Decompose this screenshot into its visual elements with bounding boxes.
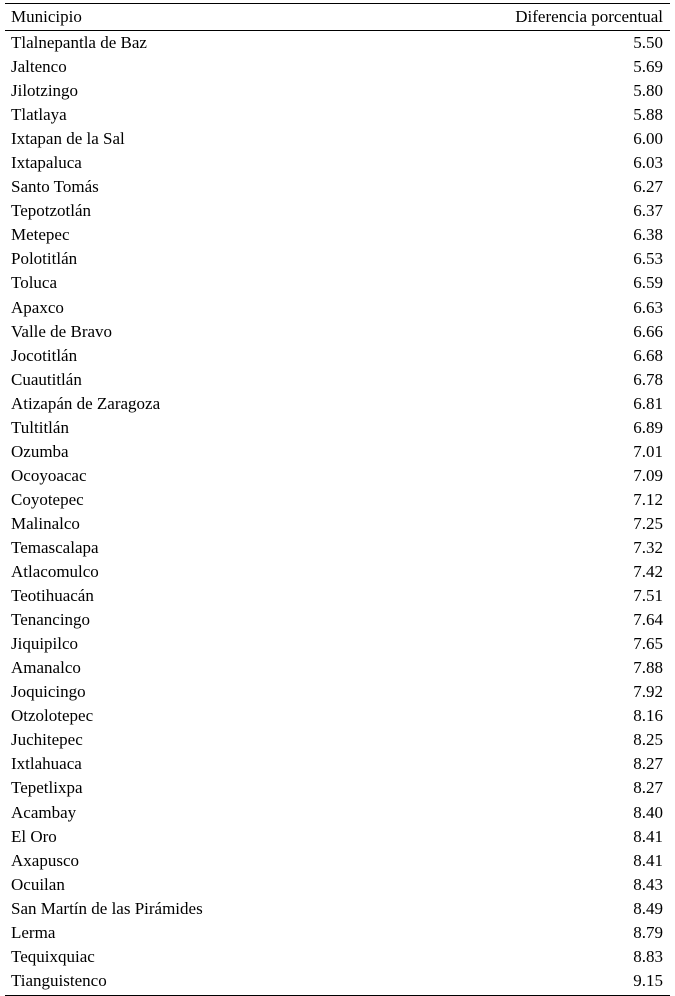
diferencia-cell: 5.50 — [633, 33, 663, 52]
municipio-cell: Ixtlahuaca — [11, 754, 82, 774]
header-municipio: Municipio — [11, 7, 82, 26]
diferencia-cell: 6.78 — [633, 369, 663, 389]
municipio-cell: Jilotzingo — [11, 81, 79, 101]
municipio-cell: San Martín de las Pirámides — [11, 898, 203, 918]
diferencia-cell: 6.53 — [633, 249, 663, 269]
table-row — [5, 512, 670, 536]
diferencia-cell: 6.27 — [633, 177, 663, 197]
table-row — [5, 103, 670, 127]
diferencia-cell: 7.42 — [633, 562, 663, 582]
diferencia-cell: 8.27 — [633, 754, 663, 774]
municipio-cell: Tepetlixpa — [11, 778, 83, 798]
diferencia-cell: 7.88 — [633, 658, 663, 678]
table-row — [5, 271, 670, 295]
municipio-cell: Atizapán de Zaragoza — [11, 393, 161, 413]
diferencia-cell: 7.65 — [633, 634, 663, 654]
table-row — [5, 608, 670, 632]
table-row — [5, 969, 670, 993]
table-row — [5, 440, 670, 464]
municipio-cell: Otzolotepec — [11, 706, 94, 726]
municipio-cell: Lerma — [11, 922, 56, 942]
table-row — [5, 560, 670, 584]
municipio-cell: Valle de Bravo — [11, 321, 113, 341]
table-row — [5, 296, 670, 320]
header-diferencia-porcentual: Diferencia porcentual — [515, 7, 663, 26]
diferencia-cell: 6.66 — [633, 321, 663, 341]
table-row — [5, 247, 670, 271]
diferencia-cell: 6.59 — [633, 273, 663, 293]
table-row — [5, 55, 670, 79]
municipio-cell: Juchitepec — [11, 730, 83, 750]
diferencia-cell: 8.16 — [633, 706, 663, 726]
diferencia-cell: 6.63 — [633, 297, 663, 317]
diferencia-cell: 8.25 — [633, 730, 663, 750]
municipio-cell: Coyotepec — [11, 489, 84, 509]
diferencia-cell: 7.51 — [633, 586, 663, 606]
table-row — [5, 536, 670, 560]
municipio-cell: Amanalco — [11, 658, 81, 678]
table-row — [5, 175, 670, 199]
diferencia-cell: 8.79 — [633, 922, 663, 942]
table-row — [5, 921, 670, 945]
diferencia-cell: 7.12 — [633, 489, 663, 509]
diferencia-cell: 6.37 — [633, 201, 663, 221]
diferencia-cell: 7.09 — [633, 465, 663, 485]
table-row — [5, 584, 670, 608]
municipio-cell: Apaxco — [11, 297, 64, 317]
diferencia-cell: 6.89 — [633, 417, 663, 437]
table-row — [5, 873, 670, 897]
municipio-cell: Tianguistenco — [11, 970, 107, 990]
diferencia-cell: 8.27 — [633, 778, 663, 798]
diferencia-cell: 6.38 — [633, 225, 663, 245]
table-body — [5, 31, 670, 993]
municipio-cell: Axapusco — [11, 850, 79, 870]
municipio-cell: Ocoyoacac — [11, 465, 87, 485]
table-row — [5, 368, 670, 392]
table-row — [5, 127, 670, 151]
municipio-cell: Malinalco — [11, 513, 80, 533]
table-row — [5, 632, 670, 656]
municipio-cell: Tepotzotlán — [11, 201, 92, 221]
diferencia-cell: 6.81 — [633, 393, 663, 413]
table-row — [5, 752, 670, 776]
municipio-cell: Jiquipilco — [11, 634, 79, 654]
diferencia-cell: 7.25 — [633, 513, 663, 533]
table-row — [5, 849, 670, 873]
diferencia-cell: 6.00 — [633, 129, 663, 149]
table-row — [5, 488, 670, 512]
municipio-cell: Polotitlán — [11, 249, 78, 269]
table-row — [5, 392, 670, 416]
municipio-cell: Tenancingo — [11, 610, 91, 630]
municipio-cell: Cuautitlán — [11, 369, 82, 389]
municipio-cell: El Oro — [11, 826, 57, 846]
municipio-cell: Santo Tomás — [11, 177, 99, 197]
municipio-cell: Tlalnepantla de Baz — [11, 33, 147, 52]
diferencia-cell: 8.41 — [633, 826, 663, 846]
table-row — [5, 31, 670, 55]
table-row — [5, 704, 670, 728]
municipio-cell: Tequixquiac — [11, 946, 95, 966]
data-table — [5, 3, 670, 996]
municipio-cell: Jaltenco — [11, 57, 67, 77]
table-row — [5, 776, 670, 800]
table-row — [5, 464, 670, 488]
table-row — [5, 680, 670, 704]
municipio-cell: Tultitlán — [11, 417, 69, 437]
municipio-cell: Tlatlaya — [11, 105, 67, 125]
table-row — [5, 79, 670, 103]
diferencia-cell: 7.64 — [633, 610, 663, 630]
diferencia-cell: 5.69 — [633, 57, 663, 77]
municipio-cell: Ozumba — [11, 441, 69, 461]
municipio-cell: Jocotitlán — [11, 345, 78, 365]
municipio-cell: Atlacomulco — [11, 562, 99, 582]
diferencia-cell: 8.83 — [633, 946, 663, 966]
municipio-cell: Ixtapan de la Sal — [11, 129, 125, 149]
diferencia-cell: 8.40 — [633, 802, 663, 822]
diferencia-cell: 6.68 — [633, 345, 663, 365]
municipio-cell: Temascalapa — [11, 537, 99, 557]
table-row — [5, 151, 670, 175]
table-row — [5, 897, 670, 921]
diferencia-cell: 8.43 — [633, 874, 663, 894]
diferencia-cell: 6.03 — [633, 153, 663, 173]
municipio-cell: Metepec — [11, 225, 70, 245]
table-row — [5, 801, 670, 825]
table-header-row — [5, 4, 670, 30]
municipio-cell: Acambay — [11, 802, 77, 822]
diferencia-cell: 8.41 — [633, 850, 663, 870]
table-row — [5, 320, 670, 344]
table-row — [5, 656, 670, 680]
diferencia-cell: 7.92 — [633, 682, 663, 702]
municipio-cell: Teotihuacán — [11, 586, 94, 606]
diferencia-cell: 5.80 — [633, 81, 663, 101]
diferencia-cell: 9.15 — [633, 970, 663, 990]
table-row — [5, 945, 670, 969]
diferencia-cell: 7.32 — [633, 537, 663, 557]
table-row — [5, 199, 670, 223]
table-row — [5, 728, 670, 752]
diferencia-cell: 5.88 — [633, 105, 663, 125]
diferencia-cell: 7.01 — [633, 441, 663, 461]
municipio-cell: Ixtapaluca — [11, 153, 82, 173]
diferencia-cell: 8.49 — [633, 898, 663, 918]
municipio-cell: Toluca — [11, 273, 58, 293]
municipio-cell: Joquicingo — [11, 682, 86, 702]
table-row — [5, 344, 670, 368]
table-row — [5, 416, 670, 440]
table-row — [5, 825, 670, 849]
municipio-cell: Ocuilan — [11, 874, 65, 894]
table-row — [5, 223, 670, 247]
